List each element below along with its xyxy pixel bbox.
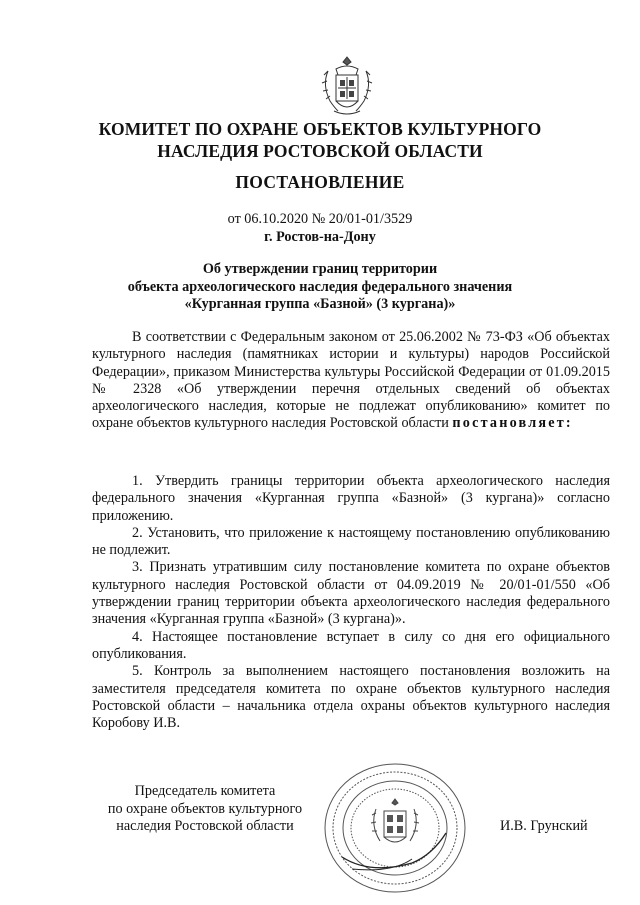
subject-line-3: «Курганная группа «Базной» (3 кургана)»: [184, 296, 456, 312]
subject-line-2: объекта археологического наследия федерального значения: [127, 278, 513, 295]
official-seal-icon: [322, 761, 468, 895]
point-1: 1. Утвердить границы территории объекта археологического наследия федерального значения «Курганная группа «Базной» (3 кургана)» согласно приложению.: [92, 473, 610, 524]
coat-of-arms-icon: [314, 55, 380, 117]
point-2: 2. Установить, что приложение к настоящему постановлению опубликованию не подлежит.: [92, 524, 610, 559]
document-type: ПОСТАНОВЛЕНИЕ: [235, 172, 405, 192]
preamble-text: В соответствии с Федеральным законом от 25.06.2002 № 73-ФЗ «Об объектах культурного наследия (памятниках истории и культуры) народов Российской Федерации», приказом Министерства культуры Российской Федерации от 01.09.2015 № 2328 «Об утверждении перечня отдельных сведений об объектах археологического наследия, которые не подлежат опубликованию» комитет по охране объектов культурного наследия Ростовской области: [92, 329, 610, 432]
org-line-2: НАСЛЕДИЯ РОСТОВСКОЙ ОБЛАСТИ: [157, 141, 483, 161]
point-5: 5. Контроль за выполнением настоящего постановления возложить на заместителя председателя комитета по охране объектов культурного наследия Ростовской области – начальника отдела охраны объектов культурного наследия Коробову И.В.: [92, 663, 610, 732]
position-line-1: Председатель комитета: [134, 783, 276, 799]
resolution-points: [92, 473, 610, 732]
point-4: 4. Настоящее постановление вступает в силу со дня его официального опубликования.: [92, 628, 610, 662]
resolves-word: постановляет:: [452, 415, 573, 432]
position-line-3: наследия Ростовской области: [116, 818, 294, 834]
signatory-name: И.В. Грунский: [500, 818, 588, 834]
point-3: 3. Признать утратившим силу постановление комитета по охране объектов культурного наследия Ростовской области от 04.09.2019 № 20/01-01/550 «Об утверждении границ территории объекта археологического наследия федерального значения «Курганная группа «Базной» (3 кургана)».: [92, 559, 610, 628]
org-line-1: КОМИТЕТ ПО ОХРАНЕ ОБЪЕКТОВ КУЛЬТУРНОГО: [98, 119, 542, 139]
subject-line-1: Об утверждении границ территории: [202, 261, 438, 277]
document-number: от 06.10.2020 № 20/01-01/3529: [227, 211, 413, 227]
document-subject: [0, 261, 640, 314]
signatory-position: [70, 783, 340, 836]
position-line-2: по охране объектов культурного: [107, 800, 303, 817]
document-city: г. Ростов-на-Дону: [264, 229, 376, 245]
organization-name: [0, 118, 640, 162]
preamble: [92, 329, 610, 433]
